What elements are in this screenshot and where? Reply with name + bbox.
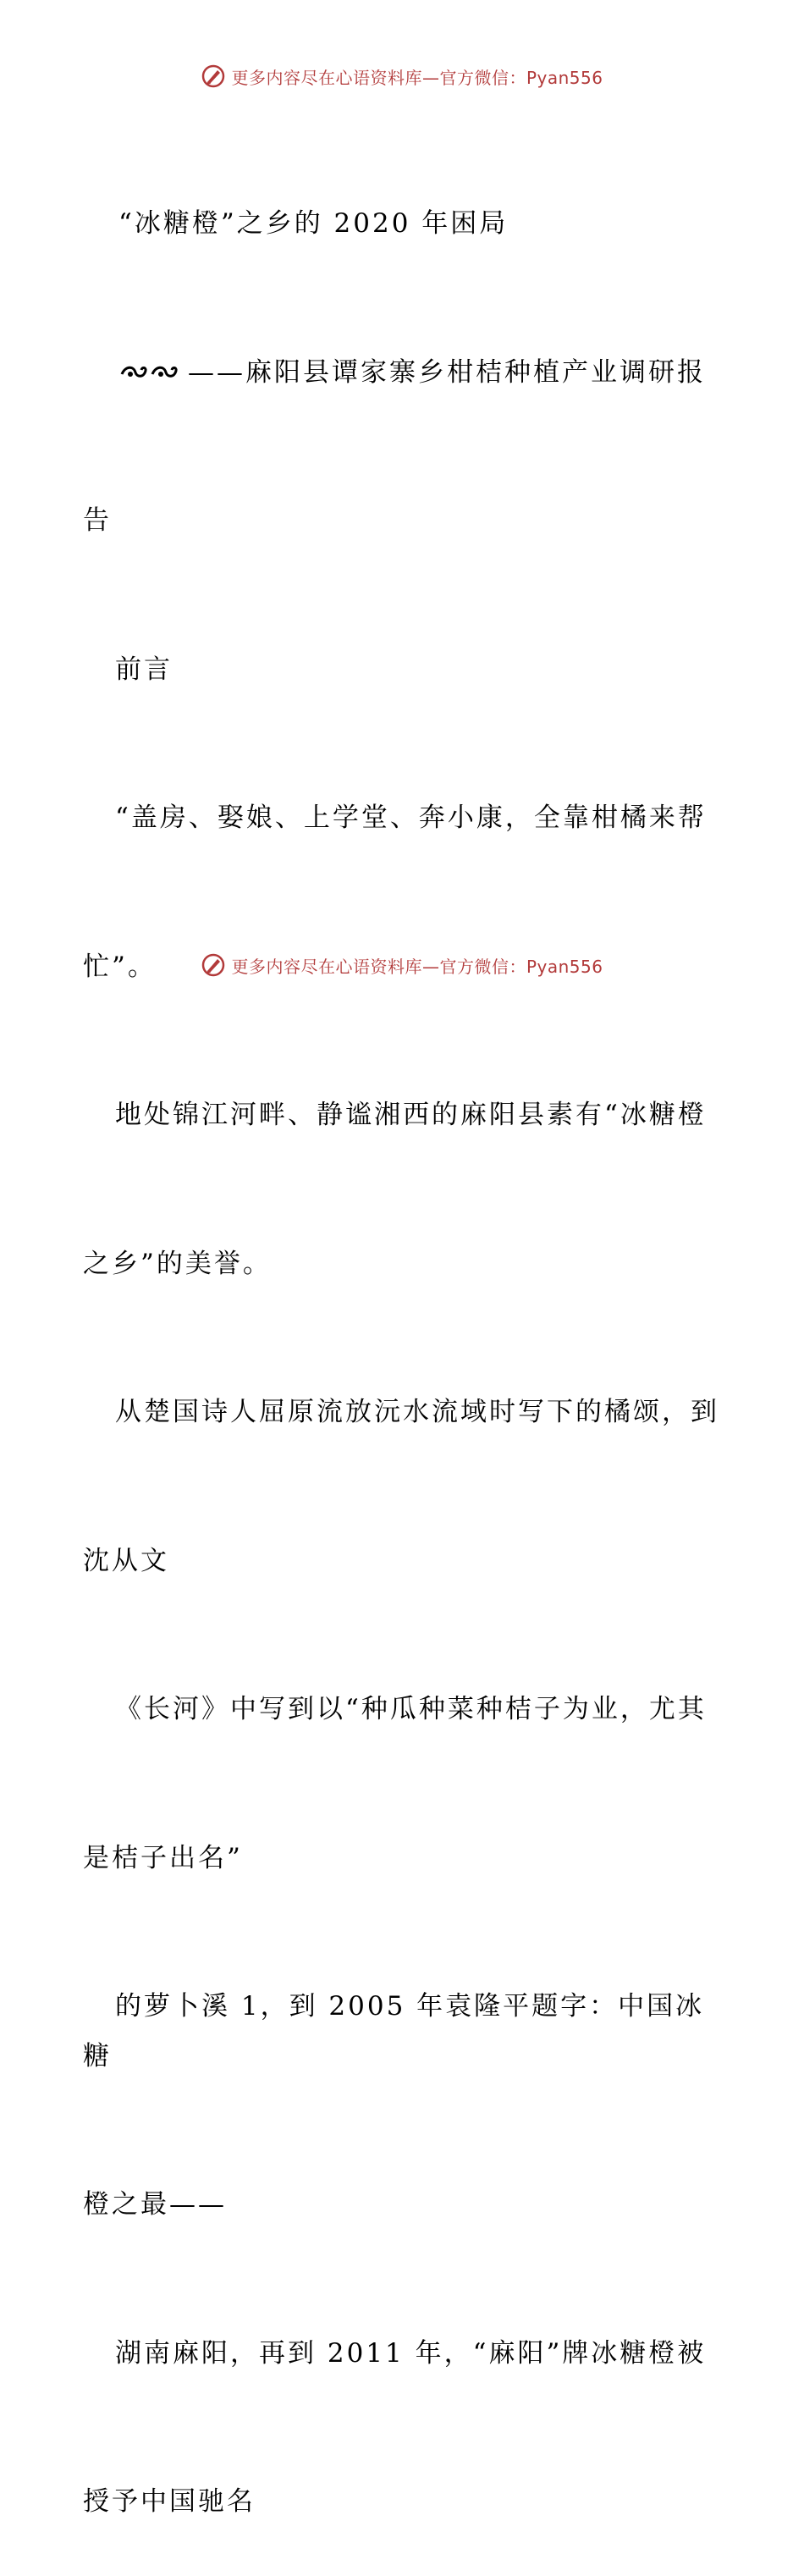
document-subtitle-text: ——麻阳县谭家寨乡柑桔种植产业调研报: [188, 356, 706, 388]
section-heading: 前言: [115, 654, 173, 685]
ornament-flourish-icon: [118, 362, 186, 383]
pen-in-circle-logo-icon: [201, 952, 226, 978]
document-subtitle: [83, 348, 726, 398]
footer-watermark: [0, 951, 804, 979]
footer-watermark-text: 更多内容尽在心语资料库—官方微信：Pyan556: [231, 956, 603, 977]
body-line: 之乡”的美誉。: [83, 1248, 272, 1279]
body-line: 《长河》中写到以“种瓜种菜种桔子为业，尤其: [115, 1694, 707, 1724]
document-title: “冰糖橙”之乡的 2020 年困局: [118, 208, 509, 239]
document-subtitle-continued: 告: [83, 505, 112, 536]
pen-in-circle-logo-icon: [201, 63, 226, 89]
document-body: [83, 100, 726, 2576]
body-line: 橙之最——: [83, 2189, 227, 2220]
body-line: 地处锦江河畔、静谧湘西的麻阳县素有“冰糖橙: [115, 1100, 707, 1130]
body-line: 是桔子出名”: [83, 1842, 243, 1873]
header-watermark-text: 更多内容尽在心语资料库—官方微信：Pyan556: [231, 67, 603, 88]
body-line: 忙”。: [83, 951, 157, 982]
header-watermark: [0, 62, 804, 91]
body-line: 湖南麻阳，再到 2011 年，“麻阳”牌冰糖橙被: [115, 2337, 707, 2369]
body-line: 授予中国驰名: [83, 2486, 256, 2517]
body-line: 沈从文: [83, 1545, 169, 1576]
body-line: 的萝卜溪 1，到 2005 年袁隆平题字：中国冰糖: [83, 1991, 705, 2071]
body-line: 从楚国诗人屈原流放沅水流域时写下的橘颂，到: [115, 1397, 719, 1427]
body-line: “盖房、娶娘、上学堂、奔小康，全靠柑橘来帮: [115, 803, 707, 833]
